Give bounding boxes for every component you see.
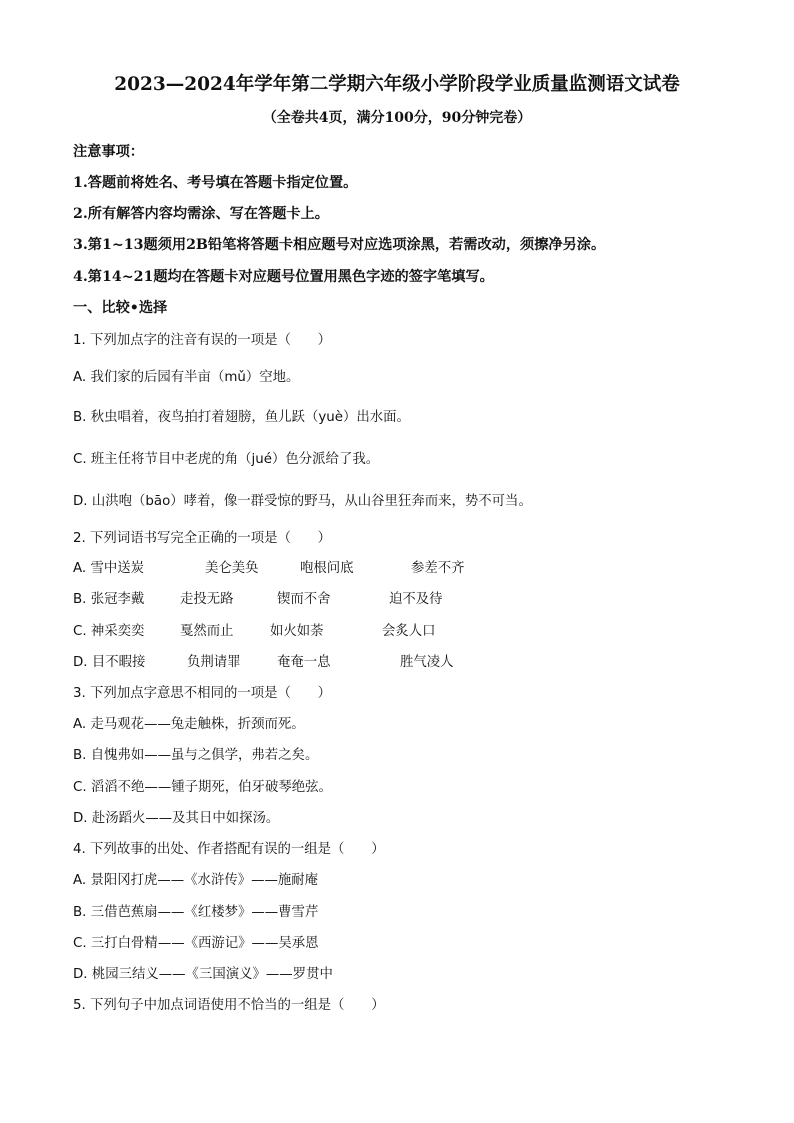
word-cell: C. 神采奕奕 — [73, 624, 145, 639]
word-cell: 锲而不舍 — [277, 592, 331, 607]
question-option: D. 赴汤蹈火——及其日中如探汤。 — [73, 811, 280, 826]
exam-subtitle: （全卷共4页，满分100分，90分钟完卷） — [262, 110, 532, 126]
word-cell: 奄奄一息 — [277, 655, 331, 670]
question-option: C. 班主任将节目中老虎的角（jué）色分派给了我。 — [73, 452, 380, 467]
question-option: B. 秋虫唱着，夜鸟拍打着翅膀，鱼儿跃（yuè）出水面。 — [73, 410, 410, 425]
question-stem: 1. 下列加点字的注音有误的一项是（ ） — [73, 333, 332, 348]
word-cell: 咆根问底 — [300, 561, 354, 576]
question-option: D. 桃园三结义——《三国演义》——罗贯中 — [73, 967, 333, 982]
word-cell: 负荆请罪 — [187, 655, 241, 670]
question-stem: 2. 下列词语书写完全正确的一项是（ ） — [73, 531, 332, 546]
word-cell: 美仑美奂 — [205, 561, 259, 576]
question-stem: 3. 下列加点字意思不相同的一项是（ ） — [73, 686, 332, 701]
question-option: A. 我们家的后园有半亩（mǔ）空地。 — [73, 370, 300, 385]
word-cell: A. 雪中送炭 — [73, 561, 144, 576]
section-heading: 一、比较•选择 — [73, 300, 168, 316]
question-option: D. 山洪咆（bāo）哮着，像一群受惊的野马，从山谷里狂奔而来，势不可当。 — [73, 494, 532, 509]
word-cell: 参差不齐 — [411, 561, 465, 576]
note-item: 1.答题前将姓名、考号填在答题卡指定位置。 — [73, 175, 358, 191]
word-cell: B. 张冠李戴 — [73, 592, 145, 607]
word-cell: 迫不及待 — [389, 592, 443, 607]
note-item: 2.所有解答内容均需涂、写在答题卡上。 — [73, 206, 329, 222]
word-cell: 胜气凌人 — [400, 655, 454, 670]
word-cell: 如火如荼 — [270, 624, 324, 639]
question-option: C. 滔滔不绝——锺子期死，伯牙破琴绝弦。 — [73, 780, 332, 795]
question-option: C. 三打白骨精——《西游记》——吴承恩 — [73, 936, 319, 951]
question-option: B. 自愧弗如——虽与之俱学，弗若之矣。 — [73, 748, 319, 763]
note-item: 3.第1~13题须用2B铅笔将答题卡相应题号对应选项涂黑，若需改动，须擦净另涂。 — [73, 237, 606, 253]
note-item: 4.第14~21题均在答题卡对应题号位置用黑色字迹的签字笔填写。 — [73, 269, 494, 285]
notes-heading: 注意事项： — [73, 144, 144, 160]
question-option: A. 景阳冈打虎——《水浒传》——施耐庵 — [73, 873, 319, 888]
word-cell: 走投无路 — [180, 592, 234, 607]
word-cell: D. 目不暇接 — [73, 655, 146, 670]
exam-title: 2023—2024年学年第二学期六年级小学阶段学业质量监测语文试卷 — [114, 74, 680, 95]
word-cell: 会炙人口 — [382, 624, 436, 639]
question-option: B. 三借芭蕉扇——《红楼梦》——曹雪芹 — [73, 905, 319, 920]
word-cell: 戛然而止 — [180, 624, 234, 639]
question-stem: 5. 下列句子中加点词语使用不恰当的一组是（ ） — [73, 998, 385, 1013]
question-option: A. 走马观花——兔走触株，折颈而死。 — [73, 717, 305, 732]
question-stem: 4. 下列故事的出处、作者搭配有误的一组是（ ） — [73, 842, 385, 857]
